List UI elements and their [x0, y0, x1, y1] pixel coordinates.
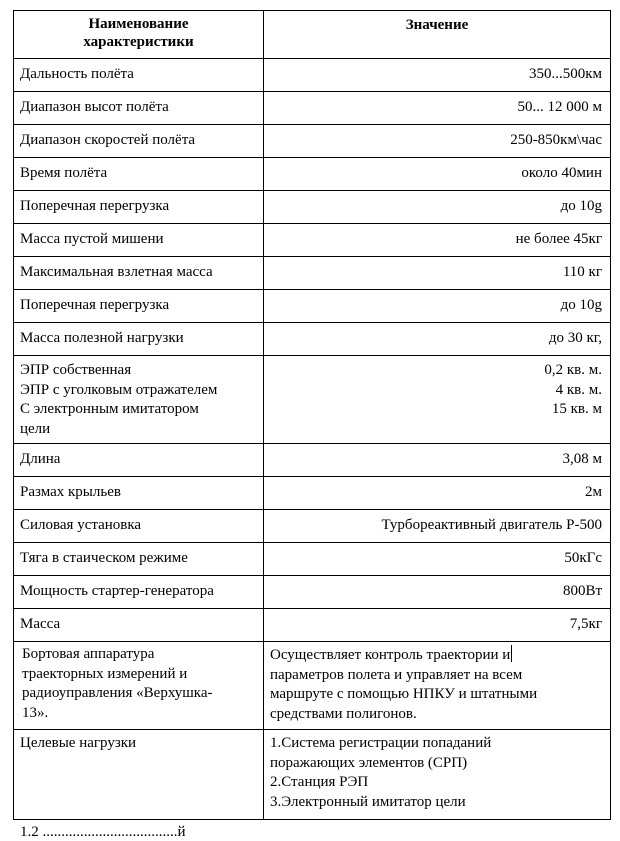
value-line	[270, 400, 602, 420]
epr-row-value-cell	[264, 356, 611, 444]
value-line	[270, 381, 602, 401]
header-name-line-1: Наименование	[88, 16, 189, 32]
table-row	[14, 444, 611, 477]
row-name-cell: Длина	[14, 444, 264, 477]
name-line: Бортовая аппаратура	[22, 646, 155, 662]
value-line-text: 4 кв. м.	[555, 381, 602, 398]
name-line: радиоуправления «Верхушка-	[22, 685, 213, 701]
epr-row	[14, 356, 611, 444]
row-value-cell: 3,08 м	[264, 444, 611, 477]
table-row	[14, 543, 611, 576]
name-line: 13».	[22, 704, 49, 721]
name-line: траекторных измерений и	[22, 665, 188, 682]
row-value-cell: 800Вт	[264, 576, 611, 609]
row-name-cell: Диапазон высот полёта	[14, 92, 264, 125]
table-row	[14, 224, 611, 257]
value-line	[270, 705, 604, 725]
target-row	[14, 730, 611, 820]
row-name-cell: Мощность стартер-генератора	[14, 576, 264, 609]
value-line-text: маршруте с помощью НПКУ и штатными	[270, 686, 538, 702]
value-line	[270, 685, 604, 705]
specifications-table	[13, 10, 611, 820]
row-value-cell: 50... 12 000 м	[264, 92, 611, 125]
value-line: 1.Система регистрации попаданий	[270, 735, 492, 751]
row-name-cell: Масса пустой мишени	[14, 224, 264, 257]
name-line: ЭПР с уголковым отражателем	[20, 381, 218, 398]
table-row	[14, 510, 611, 543]
name-line: С электронным имитатором	[20, 401, 199, 417]
text-cursor	[511, 645, 512, 662]
target-value-cell	[264, 730, 611, 820]
board-row-value-cell	[264, 642, 611, 730]
row-name-cell: Максимальная взлетная масса	[14, 257, 264, 290]
row-value-cell: около 40мин	[264, 158, 611, 191]
table-header-row	[14, 11, 611, 59]
target-name-cell: Целевые нагрузки	[14, 730, 264, 820]
value-line-text: параметров полета и управляет на всем	[270, 666, 523, 683]
epr-row-name-cell	[14, 356, 264, 444]
name-line: цели	[20, 420, 51, 437]
table-row	[14, 257, 611, 290]
value-line-text: 15 кв. м	[551, 401, 602, 417]
row-value-cell: 50кГс	[264, 543, 611, 576]
row-value-cell: 2м	[264, 477, 611, 510]
table-row	[14, 125, 611, 158]
row-value-cell: 350...500км	[264, 59, 611, 92]
value-line: поражающих элементов (СРП)	[270, 754, 468, 771]
value-line	[270, 666, 604, 686]
row-name-cell: Поперечная перегрузка	[14, 191, 264, 224]
row-name-cell: Время полёта	[14, 158, 264, 191]
value-line-text: средствами полигонов.	[270, 705, 417, 722]
row-value-cell: 110 кг	[264, 257, 611, 290]
table-row	[14, 59, 611, 92]
header-name-cell	[14, 11, 264, 59]
value-line-text: 0,2 кв. м.	[544, 362, 602, 378]
row-name-cell: Тяга в стаическом режиме	[14, 543, 264, 576]
row-value-cell: не более 45кг	[264, 224, 611, 257]
value-line-text: Осуществляет контроль траектории и	[270, 647, 511, 663]
row-value-cell: до 10g	[264, 191, 611, 224]
table-row	[14, 609, 611, 642]
table-row	[14, 323, 611, 356]
board-row-name-cell	[14, 642, 264, 730]
header-value-cell: Значение	[264, 11, 611, 59]
value-line: 3.Электронный имитатор цели	[270, 793, 466, 810]
row-value-cell: Турбореактивный двигатель Р-500	[264, 510, 611, 543]
row-value-cell: до 10g	[264, 290, 611, 323]
row-value-cell: 250-850км\час	[264, 125, 611, 158]
board-row	[14, 642, 611, 730]
table-row	[14, 576, 611, 609]
row-name-cell: Диапазон скоростей полёта	[14, 125, 264, 158]
page-footer-text: 1.2 ....................................й	[20, 824, 186, 840]
row-value-cell: 7,5кг	[264, 609, 611, 642]
value-line	[270, 645, 604, 666]
table-row	[14, 477, 611, 510]
table-row	[14, 92, 611, 125]
header-name-line-2: характеристики	[83, 34, 194, 50]
row-name-cell: Поперечная перегрузка	[14, 290, 264, 323]
row-name-cell: Дальность полёта	[14, 59, 264, 92]
row-name-cell: Силовая установка	[14, 510, 264, 543]
value-line	[270, 361, 602, 381]
row-name-cell: Масса	[14, 609, 264, 642]
value-line: 2.Станция РЭП	[270, 774, 369, 790]
table-row	[14, 191, 611, 224]
table-row	[14, 158, 611, 191]
table-row	[14, 290, 611, 323]
row-name-cell: Размах крыльев	[14, 477, 264, 510]
row-name-cell: Масса полезной нагрузки	[14, 323, 264, 356]
row-value-cell: до 30 кг,	[264, 323, 611, 356]
name-line: ЭПР собственная	[20, 362, 132, 378]
